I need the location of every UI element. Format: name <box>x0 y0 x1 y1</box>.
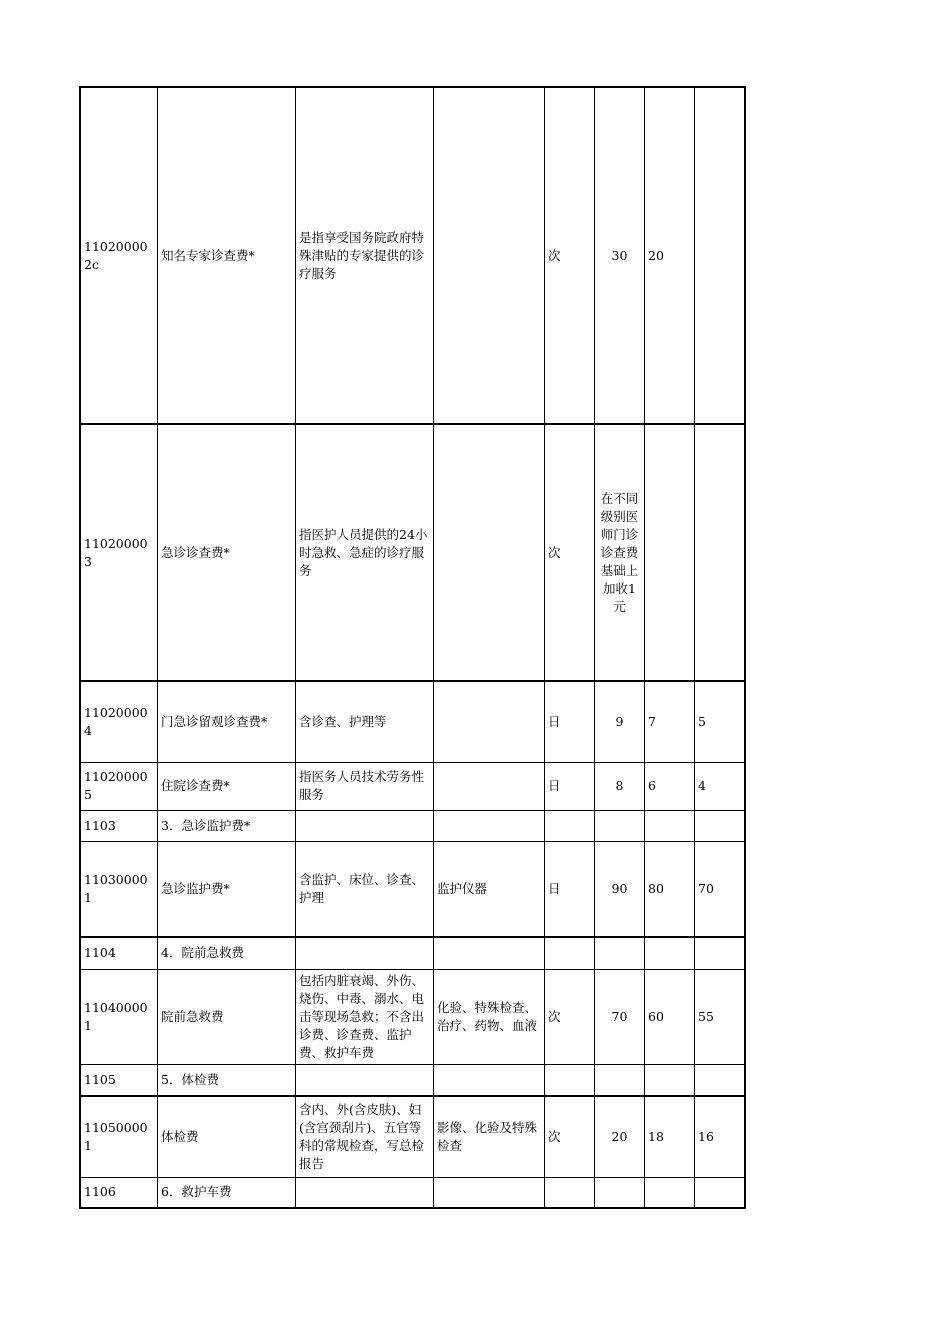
item-code: 1106 <box>80 1177 158 1208</box>
price-level-3: 55 <box>695 969 746 1064</box>
price-level-2: 6 <box>645 762 695 810</box>
table-row <box>80 87 745 424</box>
item-code: 110400001 <box>80 969 158 1064</box>
item-unit: 日 <box>545 841 595 937</box>
item-unit: 次 <box>545 87 595 424</box>
price-level-3: 16 <box>695 1096 746 1177</box>
item-exclusions <box>434 87 545 424</box>
item-unit: 次 <box>545 969 595 1064</box>
item-description: 含内、外(含皮肤)、妇(含宫颈刮片)、五官等科的常规检查，写总检报告 <box>296 1096 434 1177</box>
table-row <box>80 424 745 681</box>
table-row <box>80 969 745 1064</box>
item-code: 110200004 <box>80 681 158 762</box>
item-exclusions: 监护仪器 <box>434 841 545 937</box>
price-level-2 <box>645 937 695 969</box>
item-unit: 次 <box>545 1096 595 1177</box>
item-description <box>296 937 434 969</box>
price-level-2 <box>645 810 695 841</box>
item-unit <box>545 810 595 841</box>
item-name: 5．体检费 <box>158 1064 296 1096</box>
price-level-1: 9 <box>595 681 645 762</box>
price-level-3 <box>695 937 746 969</box>
price-level-3 <box>695 810 746 841</box>
item-exclusions <box>434 762 545 810</box>
price-level-1 <box>595 937 645 969</box>
table-row <box>80 1096 745 1177</box>
item-code: 110200005 <box>80 762 158 810</box>
price-level-1: 70 <box>595 969 645 1064</box>
item-unit: 次 <box>545 424 595 681</box>
table-row <box>80 841 745 937</box>
table-row <box>80 1064 745 1096</box>
table-row <box>80 810 745 841</box>
price-level-1: 在不同级别医师门诊诊查费基础上加收1元 <box>595 424 645 681</box>
item-unit <box>545 1177 595 1208</box>
table-row <box>80 937 745 969</box>
item-unit: 日 <box>545 681 595 762</box>
price-level-3: 4 <box>695 762 746 810</box>
item-description <box>296 810 434 841</box>
price-level-1: 8 <box>595 762 645 810</box>
price-level-2: 18 <box>645 1096 695 1177</box>
item-exclusions <box>434 424 545 681</box>
item-name: 体检费 <box>158 1096 296 1177</box>
price-level-3: 5 <box>695 681 746 762</box>
item-name: 院前急救费 <box>158 969 296 1064</box>
item-exclusions <box>434 1177 545 1208</box>
item-unit <box>545 937 595 969</box>
price-level-2: 60 <box>645 969 695 1064</box>
item-description: 指医务人员技术劳务性服务 <box>296 762 434 810</box>
item-name: 急诊诊查费* <box>158 424 296 681</box>
item-description: 含诊查、护理等 <box>296 681 434 762</box>
price-level-3: 70 <box>695 841 746 937</box>
price-level-3 <box>695 424 746 681</box>
item-description <box>296 1177 434 1208</box>
item-exclusions <box>434 937 545 969</box>
item-code: 1103 <box>80 810 158 841</box>
price-level-3 <box>695 1177 746 1208</box>
item-code: 110300001 <box>80 841 158 937</box>
table-row <box>80 681 745 762</box>
item-name: 6．救护车费 <box>158 1177 296 1208</box>
table-row <box>80 762 745 810</box>
item-unit: 日 <box>545 762 595 810</box>
item-code: 110200002c <box>80 87 158 424</box>
table-row <box>80 1177 745 1208</box>
item-code: 110500001 <box>80 1096 158 1177</box>
price-level-2: 7 <box>645 681 695 762</box>
price-level-1: 30 <box>595 87 645 424</box>
item-description: 指医护人员提供的24小时急救、急症的诊疗服务 <box>296 424 434 681</box>
item-code: 1105 <box>80 1064 158 1096</box>
item-exclusions: 影像、化验及特殊检查 <box>434 1096 545 1177</box>
price-level-1: 90 <box>595 841 645 937</box>
item-name: 急诊监护费* <box>158 841 296 937</box>
item-code: 1104 <box>80 937 158 969</box>
price-level-3 <box>695 1064 746 1096</box>
item-name: 3．急诊监护费* <box>158 810 296 841</box>
item-exclusions <box>434 1064 545 1096</box>
item-exclusions <box>434 681 545 762</box>
price-level-2: 20 <box>645 87 695 424</box>
price-level-3 <box>695 87 746 424</box>
item-unit <box>545 1064 595 1096</box>
price-level-1 <box>595 810 645 841</box>
price-level-2 <box>645 1177 695 1208</box>
item-description: 包括内脏衰竭、外伤、烧伤、中毒、溺水、电击等现场急救；不含出诊费、诊查费、监护费、救护车费 <box>296 969 434 1064</box>
price-level-1: 20 <box>595 1096 645 1177</box>
item-name: 4．院前急救费 <box>158 937 296 969</box>
fee-table <box>79 86 746 1209</box>
item-name: 住院诊查费* <box>158 762 296 810</box>
price-level-1 <box>595 1064 645 1096</box>
price-level-2: 80 <box>645 841 695 937</box>
price-level-2 <box>645 424 695 681</box>
item-exclusions: 化验、特殊检查、治疗、药物、血液 <box>434 969 545 1064</box>
item-name: 门急诊留观诊查费* <box>158 681 296 762</box>
item-description: 含监护、床位、诊查、护理 <box>296 841 434 937</box>
price-level-1 <box>595 1177 645 1208</box>
item-description: 是指享受国务院政府特殊津贴的专家提供的诊疗服务 <box>296 87 434 424</box>
item-name: 知名专家诊查费* <box>158 87 296 424</box>
item-description <box>296 1064 434 1096</box>
price-level-2 <box>645 1064 695 1096</box>
item-exclusions <box>434 810 545 841</box>
item-code: 110200003 <box>80 424 158 681</box>
